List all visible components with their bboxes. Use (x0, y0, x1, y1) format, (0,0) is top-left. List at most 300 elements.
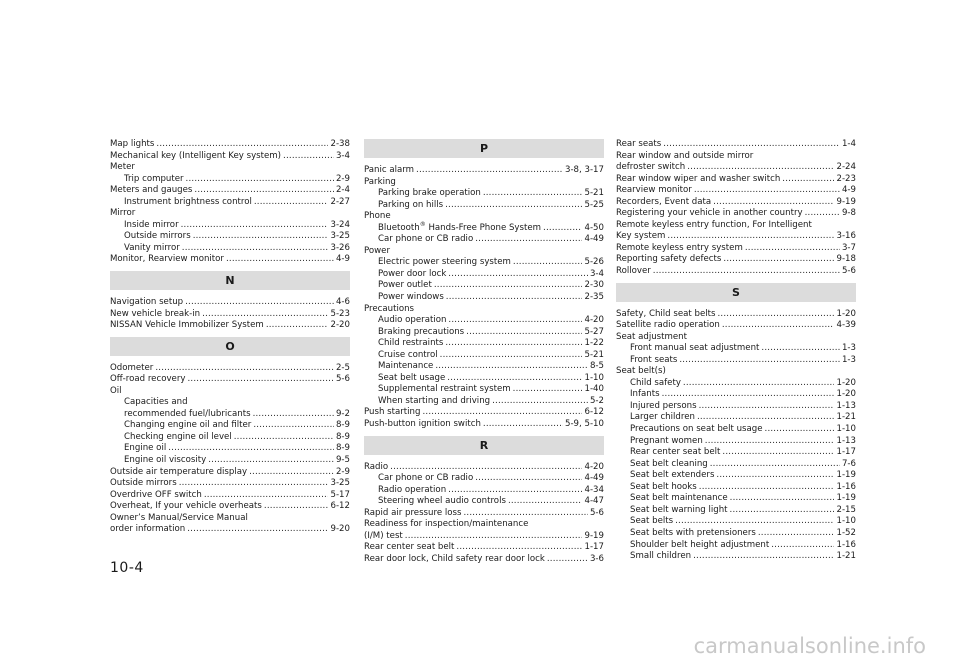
dot-leader (687, 162, 834, 174)
dot-leader (717, 309, 834, 321)
dot-leader (543, 223, 582, 235)
dot-leader (187, 374, 334, 386)
index-entry (616, 355, 856, 367)
index-entry (616, 139, 856, 151)
index-entry (616, 366, 856, 378)
index-entry (364, 542, 604, 554)
entry-label (124, 443, 166, 455)
entry-page: 1-20 (836, 377, 856, 388)
entry-page: 2-27 (330, 196, 350, 207)
index-entry (364, 361, 604, 373)
index-entry (364, 211, 604, 223)
entry-label (110, 374, 185, 386)
entry-page: 4-34 (584, 484, 604, 495)
entry-page: 1-21 (836, 412, 856, 423)
index-entry (364, 373, 604, 385)
index-entry (616, 401, 856, 413)
index-column-1 (110, 139, 350, 536)
entry-label (378, 269, 446, 281)
index-entry (616, 208, 856, 220)
entry-text: Push starting (364, 407, 421, 418)
entry-label (364, 419, 481, 431)
entry-text: Meters and gauges (110, 185, 193, 196)
entry-text: Seat belt hooks (630, 481, 697, 492)
index-entry (616, 320, 856, 332)
dot-leader (155, 363, 334, 375)
entry-page: 4-20 (584, 315, 604, 326)
entry-text: Radio operation (378, 484, 447, 495)
dot-leader (156, 139, 328, 151)
entry-label (378, 220, 542, 235)
dot-leader (266, 320, 329, 332)
entry-text: Map lights (110, 139, 155, 149)
entry-text: Front manual seat adjustment (630, 343, 760, 354)
entry-text: Seat belt warning light (630, 504, 728, 515)
entry-label (364, 508, 461, 520)
entry-label (110, 363, 153, 375)
entry-text: Registering your vehicle in another country (616, 208, 803, 219)
entry-label (378, 234, 473, 246)
index-entry (110, 420, 350, 432)
index-entry (110, 151, 350, 163)
dot-leader (699, 401, 835, 413)
index-entry (364, 473, 604, 485)
dot-leader (422, 407, 582, 419)
entry-text-continued: Hands-Free Phone System (425, 222, 542, 233)
index-entry (110, 197, 350, 209)
dot-leader (765, 424, 835, 436)
index-entry (616, 378, 856, 390)
entry-page: 1-40 (584, 384, 604, 395)
dot-leader (208, 455, 334, 467)
dot-leader (448, 269, 588, 281)
dot-leader (758, 528, 835, 540)
entry-page: 1-13 (836, 400, 856, 411)
index-entry (364, 177, 604, 189)
entry-page: 1-3 (841, 354, 856, 365)
dot-leader (761, 343, 840, 355)
dot-leader (662, 389, 835, 401)
entry-text: Power (364, 245, 390, 256)
index-group (364, 462, 604, 566)
entry-page: 1-16 (836, 539, 856, 550)
entry-text: Instrument brightness control (124, 196, 252, 207)
entry-text: Engine oil (124, 443, 167, 454)
dot-leader (694, 185, 840, 197)
entry-label (630, 447, 720, 459)
entry-text: Safety, Child seat belts (616, 308, 716, 319)
index-entry (110, 139, 350, 151)
entry-text: Parking brake operation (378, 188, 481, 199)
index-entry (364, 554, 604, 566)
index-entry (616, 540, 856, 552)
index-entry (110, 524, 350, 536)
entry-label (616, 366, 666, 378)
index-entry (364, 419, 604, 431)
dot-leader (416, 165, 563, 177)
entry-text: Engine oil viscosity (124, 455, 207, 466)
dot-leader (445, 338, 582, 350)
dot-leader (683, 378, 835, 390)
entry-text: Key system (616, 231, 666, 242)
entry-text: Reporting safety defects (616, 254, 722, 265)
index-entry (364, 327, 604, 339)
index-entry (616, 424, 856, 436)
entry-page: 1-10 (836, 424, 856, 435)
entry-label (378, 292, 444, 304)
entry-page: 5-23 (330, 308, 350, 319)
dot-leader (705, 436, 835, 448)
entry-text: Seat belt extenders (630, 470, 715, 481)
entry-page: 5-25 (584, 199, 604, 210)
entry-page: 3-7 (841, 242, 856, 253)
entry-label (124, 220, 179, 232)
index-entry (616, 343, 856, 355)
index-entry (616, 185, 856, 197)
entry-label (630, 551, 691, 563)
entry-page: 5-21 (584, 349, 604, 360)
entry-page: 1-10 (584, 372, 604, 383)
entry-text: Injured persons (630, 400, 697, 411)
entry-page: 1-20 (836, 308, 856, 319)
entry-page: 2-9 (335, 466, 350, 477)
index-entry (110, 397, 350, 409)
entry-label (110, 386, 122, 398)
entry-page: 8-9 (335, 431, 350, 442)
index-entry (616, 332, 856, 344)
entry-text: Cruise control (378, 349, 438, 360)
entry-page: 1-13 (836, 435, 856, 446)
dot-leader (193, 231, 329, 243)
entry-text: Rear center seat belt (630, 447, 721, 458)
entry-page: 5-17 (330, 489, 350, 500)
index-entry (364, 257, 604, 269)
entry-text: Small children (630, 551, 692, 562)
entry-label (364, 211, 391, 223)
entry-page: 1-4 (841, 139, 856, 149)
dot-leader (730, 493, 835, 505)
dot-leader (483, 419, 563, 431)
entry-label (124, 243, 180, 255)
entry-page: 3-4 (335, 150, 350, 161)
dot-leader (448, 485, 582, 497)
entry-label (364, 519, 528, 531)
entry-page: 1-20 (836, 389, 856, 400)
entry-page: 2-20 (330, 320, 350, 331)
dot-leader (745, 243, 840, 255)
entry-page: 1-19 (836, 470, 856, 481)
index-entry (364, 338, 604, 350)
entry-page: 9-19 (584, 530, 604, 541)
index-entry (616, 505, 856, 517)
dot-leader (390, 462, 582, 474)
entry-label (630, 516, 673, 528)
index-group (364, 165, 604, 431)
dot-leader (722, 320, 835, 332)
entry-text: Outside mirrors (124, 231, 191, 242)
dot-leader (723, 254, 834, 266)
entry-text: Outside mirrors (110, 478, 177, 489)
dot-leader (463, 508, 588, 520)
entry-label (630, 493, 728, 505)
dot-leader (405, 531, 583, 543)
entry-text: Parking on hills (378, 199, 444, 210)
entry-label (364, 462, 388, 474)
entry-page: 3-25 (330, 478, 350, 489)
dot-leader (254, 197, 329, 209)
index-entry (110, 162, 350, 174)
page-number: 10-4 (110, 560, 144, 576)
index-entry (616, 470, 856, 482)
index-entry (616, 389, 856, 401)
dot-leader (226, 254, 334, 266)
entry-label (110, 513, 248, 525)
index-entry (364, 246, 604, 258)
section-header-p: P (364, 139, 604, 158)
entry-label (616, 266, 651, 278)
entry-text: Precautions on seat belt usage (630, 424, 763, 435)
entry-label (378, 315, 446, 327)
dot-leader (466, 327, 582, 339)
entry-label (616, 332, 687, 344)
index-entry (110, 231, 350, 243)
index-group (110, 139, 350, 266)
entry-label (110, 490, 202, 502)
index-entry (364, 188, 604, 200)
entry-label (124, 409, 251, 421)
entry-label (616, 197, 711, 209)
dot-leader (663, 139, 840, 151)
entry-label (124, 420, 251, 432)
entry-page: 4-9 (841, 185, 856, 196)
dot-leader (186, 174, 334, 186)
dot-leader (456, 542, 582, 554)
entry-page: 1-19 (836, 493, 856, 504)
index-entry (110, 501, 350, 513)
entry-text: Infants (630, 389, 660, 400)
index-entry (364, 200, 604, 212)
entry-page: 1-17 (584, 542, 604, 553)
entry-label (616, 208, 803, 220)
entry-page: 4-47 (584, 496, 604, 507)
entry-page: 4-49 (584, 473, 604, 484)
index-entry (364, 292, 604, 304)
dot-leader (667, 231, 834, 243)
entry-page: 2-9 (335, 173, 350, 184)
entry-page: 2-35 (584, 292, 604, 303)
dot-leader (782, 174, 834, 186)
index-entry (110, 443, 350, 455)
index-entry (364, 396, 604, 408)
entry-page: 8-9 (335, 420, 350, 431)
entry-text: Meter (110, 162, 135, 173)
index-entry (616, 436, 856, 448)
entry-label (364, 304, 414, 316)
index-entry (110, 432, 350, 444)
entry-text: Mechanical key (Intelligent Key system) (110, 150, 282, 161)
entry-text: Seat belt maintenance (630, 493, 728, 504)
entry-page: 3-6 (589, 553, 604, 564)
dot-leader (435, 361, 588, 373)
entry-label (630, 505, 728, 517)
index-entry (110, 309, 350, 321)
entry-label (616, 220, 812, 232)
index-entry (110, 185, 350, 197)
index-entry (616, 551, 856, 563)
entry-label (110, 185, 192, 197)
entry-label (630, 378, 681, 390)
entry-text: Pregnant women (630, 435, 703, 446)
entry-text: Satellite radio operation (616, 320, 720, 331)
dot-leader (447, 373, 582, 385)
entry-label (364, 407, 420, 419)
index-entry (110, 297, 350, 309)
entry-text: Power door lock (378, 268, 447, 279)
entry-text: Rear door lock, Child safety rear door lock (364, 553, 545, 564)
entry-label (124, 197, 252, 209)
entry-text: Remote keyless entry function, For Intelligent (616, 219, 812, 230)
entry-label (110, 501, 262, 513)
entry-page: 1-16 (836, 481, 856, 492)
entry-text: Overdrive OFF switch (110, 489, 202, 500)
section-header-r: R (364, 436, 604, 455)
dot-leader (448, 315, 582, 327)
entry-page: 4-50 (584, 222, 604, 233)
entry-page: 6-12 (584, 407, 604, 418)
section-header-n: N (110, 271, 350, 290)
entry-page: 4-39 (836, 320, 856, 331)
entry-page: 2-15 (836, 504, 856, 515)
entry-text: Rear window wiper and washer switch (616, 173, 781, 184)
entry-page: 8-9 (335, 443, 350, 454)
entry-text: Outside air temperature display (110, 466, 248, 477)
entry-page: 9-2 (335, 408, 350, 419)
entry-page: 5-26 (584, 257, 604, 268)
entry-label (616, 185, 692, 197)
entry-label (378, 257, 511, 269)
entry-text: order information (110, 524, 186, 535)
entry-page: 9-8 (841, 208, 856, 219)
index-entry (364, 407, 604, 419)
dot-leader (710, 459, 840, 471)
entry-text: Parking (364, 176, 396, 187)
entry-label (110, 297, 183, 309)
index-entry (110, 174, 350, 186)
index-entry (110, 386, 350, 398)
dot-leader (513, 384, 583, 396)
index-entry (364, 485, 604, 497)
dot-leader (722, 447, 834, 459)
entry-page: 5-6 (335, 374, 350, 385)
entry-label (616, 139, 661, 151)
index-entry (110, 208, 350, 220)
dot-leader (475, 234, 582, 246)
dot-leader (234, 432, 334, 444)
entry-page: 1-52 (836, 527, 856, 538)
index-entry (364, 280, 604, 292)
entry-text: Navigation setup (110, 297, 184, 308)
entry-text: Steering wheel audio controls (378, 496, 506, 507)
index-group (616, 139, 856, 278)
entry-text: recommended fuel/lubricants (124, 408, 251, 419)
entry-label (110, 151, 281, 163)
entry-text: Panic alarm (364, 165, 415, 175)
entry-text: Front seats (630, 354, 678, 365)
entry-text: Seat belt usage (378, 372, 446, 383)
entry-page: 9-19 (836, 196, 856, 207)
entry-page: 2-24 (836, 162, 856, 173)
entry-label (616, 320, 720, 332)
index-entry (364, 496, 604, 508)
index-entry (110, 374, 350, 386)
entry-label (364, 246, 390, 258)
dot-leader (445, 200, 582, 212)
entry-text: Supplemental restraint system (378, 384, 511, 395)
dot-leader (699, 482, 835, 494)
entry-label (110, 309, 200, 321)
index-entry (110, 320, 350, 332)
entry-page: 3-16 (836, 231, 856, 242)
index-entry (616, 162, 856, 174)
dot-leader (179, 478, 329, 490)
entry-text: Trip computer (124, 173, 184, 184)
index-entry (364, 462, 604, 474)
entry-label (110, 467, 247, 479)
index-entry (364, 384, 604, 396)
dot-leader (513, 257, 583, 269)
entry-text: When starting and driving (378, 395, 491, 406)
entry-label (124, 231, 191, 243)
entry-page: 8-5 (589, 361, 604, 372)
entry-page: 2-30 (584, 280, 604, 291)
index-entry (616, 459, 856, 471)
index-group (110, 297, 350, 332)
entry-text: Rearview monitor (616, 185, 692, 196)
dot-leader (264, 501, 329, 513)
entry-text: Electric power steering system (378, 257, 511, 268)
entry-label (364, 531, 403, 543)
dot-leader (805, 208, 840, 220)
dot-leader (181, 220, 329, 232)
index-entry (110, 243, 350, 255)
index-column-3 (616, 139, 856, 563)
dot-leader (547, 554, 588, 566)
entry-label (630, 436, 703, 448)
dot-leader (182, 243, 329, 255)
entry-label (124, 174, 184, 186)
entry-text: Remote keyless entry system (616, 242, 743, 253)
entry-text: Inside mirror (124, 219, 179, 230)
index-group (110, 363, 350, 536)
index-entry (616, 266, 856, 278)
entry-text: Power outlet (378, 280, 432, 291)
entry-label (364, 554, 545, 566)
entry-label (630, 482, 697, 494)
entry-page: 2-23 (836, 173, 856, 184)
index-entry (616, 447, 856, 459)
dot-leader (483, 188, 583, 200)
dot-leader (168, 443, 334, 455)
index-entry (364, 165, 604, 177)
entry-text: (I/M) test (364, 530, 403, 541)
entry-label (378, 496, 506, 508)
entry-label (630, 540, 769, 552)
entry-text: Shoulder belt height adjustment (630, 539, 770, 550)
index-entry (110, 490, 350, 502)
entry-text: Rollover (616, 266, 651, 277)
dot-leader (492, 396, 588, 408)
dot-leader (693, 551, 834, 563)
